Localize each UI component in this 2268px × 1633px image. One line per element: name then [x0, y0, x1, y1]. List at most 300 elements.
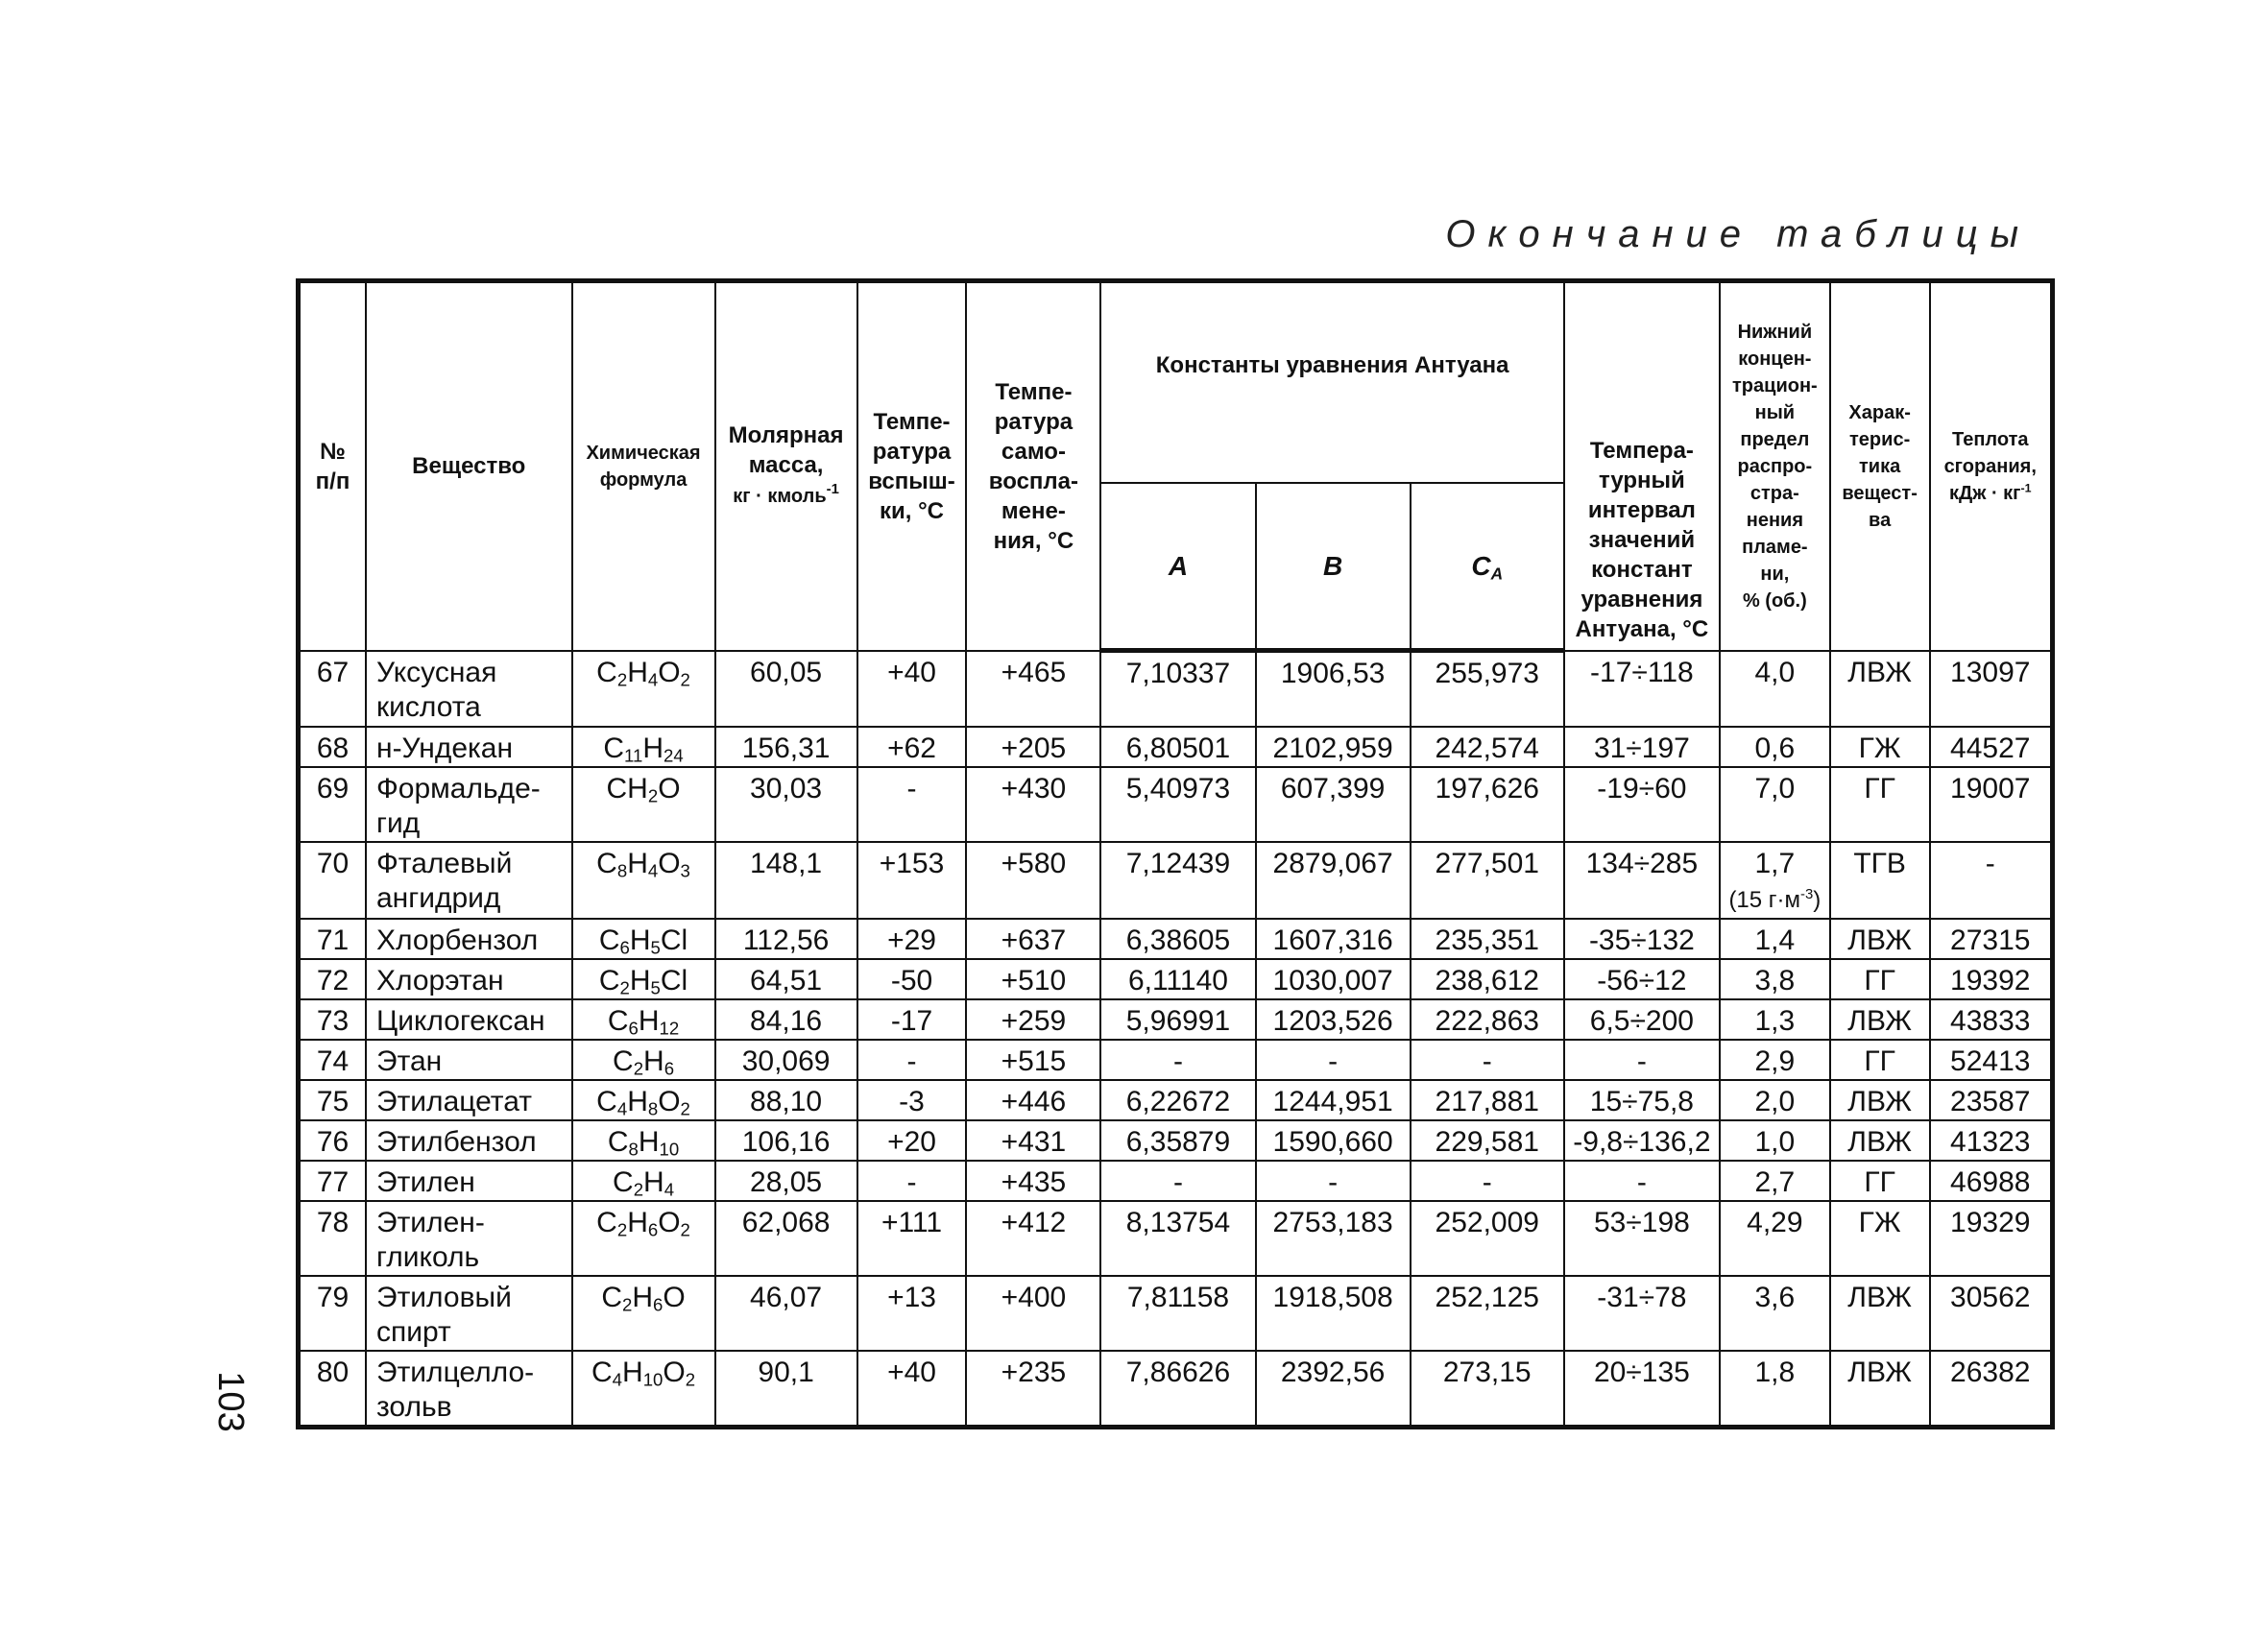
cell-number: 80: [299, 1351, 367, 1428]
table-row: [299, 999, 2053, 1040]
cell-antoine-a: 7,10337: [1100, 651, 1255, 728]
substances-table: [296, 278, 2055, 1429]
cell-flash-point: +40: [857, 1351, 967, 1428]
cell-substance-characteristic: ЛВЖ: [1830, 919, 1930, 959]
cell-autoignition-temperature: +446: [966, 1080, 1100, 1120]
header-molar-mass-unit: кг · кмоль: [733, 486, 827, 508]
lel-value: 1,8: [1754, 1357, 1796, 1388]
cell-substance-name: Этилен-гликоль: [366, 1201, 572, 1276]
formula-part: H: [643, 1045, 664, 1077]
cell-number: 70: [299, 842, 367, 919]
cell-lower-flammability-limit: [1720, 1120, 1830, 1161]
formula-part: H: [629, 965, 651, 997]
cell-antoine-b: 1203,526: [1256, 999, 1411, 1040]
cell-substance-characteristic: ГГ: [1830, 767, 1930, 842]
cell-antoine-a: 6,80501: [1100, 727, 1255, 767]
cell-autoignition-temperature: +515: [966, 1040, 1100, 1080]
cell-combustion-heat: 43833: [1930, 999, 2053, 1040]
cell-autoignition-temperature: +205: [966, 727, 1100, 767]
cell-temperature-interval: -17÷118: [1564, 651, 1720, 728]
cell-antoine-a: 6,35879: [1100, 1120, 1255, 1161]
lel-value: 3,8: [1754, 965, 1796, 997]
cell-flash-point: +153: [857, 842, 967, 919]
formula-subscript: 2: [685, 1369, 696, 1390]
formula-subscript: 4: [612, 1369, 623, 1390]
cell-number: 75: [299, 1080, 367, 1120]
formula-subscript: 6: [664, 1058, 675, 1079]
lel-value: 2,9: [1754, 1045, 1796, 1077]
cell-antoine-ca: 273,15: [1411, 1351, 1564, 1428]
cell-temperature-interval: -: [1564, 1040, 1720, 1080]
cell-chemical-formula: [572, 919, 715, 959]
cell-temperature-interval: 20÷135: [1564, 1351, 1720, 1428]
header-formula: Химическая формула: [572, 281, 715, 651]
formula-subscript: 5: [650, 977, 661, 998]
lel-value: 1,3: [1754, 1005, 1796, 1037]
formula-subscript: 2: [616, 669, 628, 690]
formula-part: O: [663, 1357, 686, 1388]
cell-substance-name: Этилцелло-зольв: [366, 1351, 572, 1428]
table-row: [299, 1351, 2053, 1428]
cell-lower-flammability-limit: [1720, 999, 1830, 1040]
formula-subscript: 8: [616, 860, 628, 881]
formula-subscript: 8: [647, 1098, 659, 1119]
formula-part: H: [638, 1126, 660, 1158]
cell-autoignition-temperature: +430: [966, 767, 1100, 842]
formula-part: H: [627, 656, 648, 688]
cell-antoine-b: 607,399: [1256, 767, 1411, 842]
formula-part: H: [627, 1086, 648, 1117]
cell-antoine-b: 1607,316: [1256, 919, 1411, 959]
cell-substance-name: Этилацетат: [366, 1080, 572, 1120]
cell-autoignition-temperature: +431: [966, 1120, 1100, 1161]
cell-combustion-heat: 26382: [1930, 1351, 2053, 1428]
formula-subscript: 4: [647, 860, 659, 881]
formula-part: O: [663, 1282, 686, 1313]
cell-number: 72: [299, 959, 367, 999]
lel-value: 4,0: [1754, 656, 1796, 688]
formula-subscript: 4: [616, 1098, 628, 1119]
cell-antoine-ca: 252,009: [1411, 1201, 1564, 1276]
cell-substance-name: Этилен: [366, 1161, 572, 1201]
header-number: [299, 281, 367, 651]
cell-antoine-ca: 229,581: [1411, 1120, 1564, 1161]
cell-antoine-a: -: [1100, 1040, 1255, 1080]
formula-subscript: 4: [664, 1179, 675, 1200]
cell-substance-name: Уксусная кислота: [366, 651, 572, 728]
cell-substance-name: Этилбензол: [366, 1120, 572, 1161]
formula-subscript: 2: [616, 1219, 628, 1240]
cell-autoignition-temperature: +235: [966, 1351, 1100, 1428]
header-constant-ca-base: C: [1471, 550, 1491, 581]
cell-molar-mass: 64,51: [715, 959, 857, 999]
header-combustion-heat-unit: кДж · кг: [1948, 482, 2021, 504]
cell-lower-flammability-limit: [1720, 1351, 1830, 1428]
cell-flash-point: -50: [857, 959, 967, 999]
lel-note: [1728, 887, 1821, 913]
header-combustion-heat-label: Теплота сгорания,: [1943, 428, 2037, 477]
cell-chemical-formula: [572, 767, 715, 842]
cell-antoine-a: 6,22672: [1100, 1080, 1255, 1120]
table-row: [299, 1080, 2053, 1120]
cell-lower-flammability-limit: [1720, 727, 1830, 767]
cell-number: 68: [299, 727, 367, 767]
cell-chemical-formula: [572, 842, 715, 919]
formula-subscript: 10: [642, 1369, 664, 1390]
formula-part: H: [642, 732, 664, 764]
cell-molar-mass: 28,05: [715, 1161, 857, 1201]
cell-flash-point: +20: [857, 1120, 967, 1161]
lel-value: 2,7: [1754, 1166, 1796, 1198]
cell-substance-characteristic: ЛВЖ: [1830, 1080, 1930, 1120]
formula-part: O: [658, 1086, 681, 1117]
header-molar-mass: [715, 281, 857, 651]
table-row: [299, 919, 2053, 959]
cell-antoine-ca: 197,626: [1411, 767, 1564, 842]
cell-lower-flammability-limit: [1720, 1040, 1830, 1080]
cell-antoine-ca: 222,863: [1411, 999, 1564, 1040]
formula-subscript: 5: [650, 937, 661, 958]
cell-temperature-interval: -9,8÷136,2: [1564, 1120, 1720, 1161]
formula-part: C: [601, 1282, 623, 1313]
formula-part: O: [658, 1207, 681, 1238]
cell-flash-point: -: [857, 1161, 967, 1201]
cell-molar-mass: 60,05: [715, 651, 857, 728]
cell-temperature-interval: -19÷60: [1564, 767, 1720, 842]
cell-chemical-formula: [572, 999, 715, 1040]
cell-flash-point: +29: [857, 919, 967, 959]
cell-autoignition-temperature: +465: [966, 651, 1100, 728]
cell-antoine-a: 6,11140: [1100, 959, 1255, 999]
header-constant-ca-subscript: A: [1490, 564, 1504, 584]
lel-value: 3,6: [1754, 1282, 1796, 1313]
formula-subscript: 11: [624, 745, 643, 766]
cell-molar-mass: 148,1: [715, 842, 857, 919]
formula-part: CH: [606, 773, 648, 804]
cell-autoignition-temperature: +510: [966, 959, 1100, 999]
cell-antoine-ca: 235,351: [1411, 919, 1564, 959]
formula-part: C: [591, 1357, 613, 1388]
formula-part: C: [596, 848, 617, 879]
cell-substance-name: Циклогексан: [366, 999, 572, 1040]
formula-part: O: [658, 773, 681, 804]
cell-molar-mass: 156,31: [715, 727, 857, 767]
cell-number: 79: [299, 1276, 367, 1351]
cell-number: 71: [299, 919, 367, 959]
cell-antoine-ca: 242,574: [1411, 727, 1564, 767]
formula-subscript: 2: [680, 669, 690, 690]
cell-antoine-b: 2879,067: [1256, 842, 1411, 919]
cell-number: 74: [299, 1040, 367, 1080]
header-flash-point: [857, 281, 967, 651]
cell-substance-name: Хлорэтан: [366, 959, 572, 999]
cell-lower-flammability-limit: [1720, 842, 1830, 919]
cell-antoine-ca: 277,501: [1411, 842, 1564, 919]
cell-substance-characteristic: ГГ: [1830, 1161, 1930, 1201]
formula-part: O: [658, 656, 681, 688]
cell-antoine-b: 2753,183: [1256, 1201, 1411, 1276]
cell-antoine-a: 5,40973: [1100, 767, 1255, 842]
cell-flash-point: -17: [857, 999, 967, 1040]
cell-substance-characteristic: ГЖ: [1830, 727, 1930, 767]
cell-antoine-a: 7,86626: [1100, 1351, 1255, 1428]
formula-subscript: 2: [633, 1179, 644, 1200]
cell-flash-point: -: [857, 767, 967, 842]
cell-chemical-formula: [572, 1201, 715, 1276]
cell-molar-mass: 30,03: [715, 767, 857, 842]
cell-flash-point: +111: [857, 1201, 967, 1276]
table-row: [299, 727, 2053, 767]
cell-lower-flammability-limit: [1720, 1276, 1830, 1351]
cell-molar-mass: 112,56: [715, 919, 857, 959]
formula-part: H: [638, 1005, 660, 1037]
cell-combustion-heat: 23587: [1930, 1080, 2053, 1120]
table-row: [299, 767, 2053, 842]
cell-antoine-ca: 217,881: [1411, 1080, 1564, 1120]
cell-molar-mass: 46,07: [715, 1276, 857, 1351]
formula-subscript: 2: [680, 1219, 690, 1240]
cell-chemical-formula: [572, 727, 715, 767]
cell-temperature-interval: 31÷197: [1564, 727, 1720, 767]
formula-part: ): [1813, 887, 1822, 913]
cell-combustion-heat: 44527: [1930, 727, 2053, 767]
formula-subscript: 6: [653, 1294, 664, 1315]
cell-antoine-b: 2102,959: [1256, 727, 1411, 767]
cell-antoine-b: 1590,660: [1256, 1120, 1411, 1161]
formula-part: C: [596, 656, 617, 688]
formula-part: Cl: [660, 925, 688, 956]
cell-autoignition-temperature: +259: [966, 999, 1100, 1040]
formula-part: H: [627, 1207, 648, 1238]
lel-value: 4,29: [1747, 1207, 1803, 1238]
cell-number: 69: [299, 767, 367, 842]
cell-antoine-b: 1918,508: [1256, 1276, 1411, 1351]
cell-temperature-interval: -31÷78: [1564, 1276, 1720, 1351]
lel-value: 2,0: [1754, 1086, 1796, 1117]
cell-flash-point: +40: [857, 651, 967, 728]
header-lower-flammability-limit-text: Нижний концен- трацион- ный предел распро- стра- нения пламе- ни, % (об.): [1732, 321, 1818, 612]
formula-part: (15 г·м: [1728, 887, 1801, 913]
header-constant-a: A: [1100, 483, 1255, 651]
formula-part: O: [658, 848, 681, 879]
header-substance-characteristic-text: Харак- терис- тика вещест- ва: [1842, 401, 1918, 531]
cell-number: 73: [299, 999, 367, 1040]
formula-part: H: [629, 925, 651, 956]
cell-antoine-ca: 255,973: [1411, 651, 1564, 728]
cell-number: 76: [299, 1120, 367, 1161]
cell-chemical-formula: [572, 1161, 715, 1201]
lel-value: 1,0: [1754, 1126, 1796, 1158]
cell-substance-characteristic: ЛВЖ: [1830, 1120, 1930, 1161]
cell-antoine-a: -: [1100, 1161, 1255, 1201]
cell-combustion-heat: 41323: [1930, 1120, 2053, 1161]
header-flash-point-text: Темпе- ратура вспыш- ки, °С: [868, 408, 955, 524]
cell-temperature-interval: 6,5÷200: [1564, 999, 1720, 1040]
formula-subscript: 3: [680, 860, 690, 881]
cell-antoine-ca: 238,612: [1411, 959, 1564, 999]
cell-temperature-interval: 134÷285: [1564, 842, 1720, 919]
cell-lower-flammability-limit: [1720, 651, 1830, 728]
cell-substance-characteristic: ГГ: [1830, 959, 1930, 999]
cell-autoignition-temperature: +412: [966, 1201, 1100, 1276]
cell-lower-flammability-limit: [1720, 1161, 1830, 1201]
header-constant-b: B: [1256, 483, 1411, 651]
header-molar-mass-exponent: -1: [826, 482, 839, 498]
cell-combustion-heat: 19329: [1930, 1201, 2053, 1276]
cell-molar-mass: 84,16: [715, 999, 857, 1040]
formula-part: C: [598, 925, 620, 956]
header-combustion-heat: [1930, 281, 2053, 651]
header-substance: Вещество: [366, 281, 572, 651]
cell-combustion-heat: 46988: [1930, 1161, 2053, 1201]
cell-combustion-heat: -: [1930, 842, 2053, 919]
header-substance-characteristic: [1830, 281, 1930, 651]
cell-temperature-interval: -56÷12: [1564, 959, 1720, 999]
cell-chemical-formula: [572, 959, 715, 999]
cell-combustion-heat: 19392: [1930, 959, 2053, 999]
cell-substance-name: н-Ундекан: [366, 727, 572, 767]
formula-part: C: [607, 1005, 629, 1037]
header-combustion-heat-exponent: -1: [2020, 481, 2032, 495]
table-body: [299, 651, 2053, 1428]
cell-molar-mass: 106,16: [715, 1120, 857, 1161]
formula-subscript: 8: [628, 1139, 639, 1160]
table-container: [296, 278, 2055, 1423]
lel-value: 0,6: [1754, 732, 1796, 764]
formula-subscript: 6: [647, 1219, 659, 1240]
header-autoignition-text: Темпе- ратура само- воспла- мене- ния, °С: [988, 378, 1078, 554]
cell-flash-point: -3: [857, 1080, 967, 1120]
cell-flash-point: -: [857, 1040, 967, 1080]
cell-substance-characteristic: ЛВЖ: [1830, 999, 1930, 1040]
cell-lower-flammability-limit: [1720, 919, 1830, 959]
cell-antoine-a: 7,81158: [1100, 1276, 1255, 1351]
table-row: [299, 959, 2053, 999]
lel-value: 7,0: [1754, 773, 1796, 804]
header-constant-ca: [1411, 483, 1564, 651]
cell-substance-characteristic: ТГВ: [1830, 842, 1930, 919]
cell-autoignition-temperature: +580: [966, 842, 1100, 919]
cell-substance-characteristic: ГЖ: [1830, 1201, 1930, 1276]
table-row: [299, 1040, 2053, 1080]
formula-subscript: 6: [628, 1018, 639, 1039]
page-number: 103: [210, 1371, 251, 1432]
table-row: [299, 651, 2053, 728]
formula-part: H: [632, 1282, 654, 1313]
formula-subscript: 10: [659, 1139, 680, 1160]
cell-temperature-interval: -35÷132: [1564, 919, 1720, 959]
formula-subscript: 2: [647, 785, 659, 806]
cell-lower-flammability-limit: [1720, 1080, 1830, 1120]
cell-temperature-interval: -: [1564, 1161, 1720, 1201]
formula-part: H: [627, 848, 648, 879]
cell-substance-name: Формальде-гид: [366, 767, 572, 842]
cell-antoine-b: 1906,53: [1256, 651, 1411, 728]
cell-molar-mass: 30,069: [715, 1040, 857, 1080]
cell-autoignition-temperature: +435: [966, 1161, 1100, 1201]
formula-part: Cl: [660, 965, 688, 997]
cell-chemical-formula: [572, 1276, 715, 1351]
cell-number: 67: [299, 651, 367, 728]
cell-substance-characteristic: ЛВЖ: [1830, 1351, 1930, 1428]
cell-chemical-formula: [572, 1080, 715, 1120]
cell-autoignition-temperature: +637: [966, 919, 1100, 959]
cell-molar-mass: 90,1: [715, 1351, 857, 1428]
formula-subscript: 12: [659, 1018, 680, 1039]
table-row: [299, 1201, 2053, 1276]
formula-subscript: 2: [680, 1098, 690, 1119]
cell-chemical-formula: [572, 1351, 715, 1428]
cell-combustion-heat: 30562: [1930, 1276, 2053, 1351]
cell-antoine-b: -: [1256, 1040, 1411, 1080]
cell-substance-characteristic: ЛВЖ: [1830, 1276, 1930, 1351]
formula-part: C: [596, 1207, 617, 1238]
formula-subscript: 2: [619, 977, 630, 998]
header-temperature-interval-text: Темпера- турный интервал значений констант уравнения Антуана, °С: [1575, 437, 1709, 642]
header-lower-flammability-limit: [1720, 281, 1830, 651]
superscript: -3: [1800, 887, 1814, 903]
formula-subscript: 2: [622, 1294, 633, 1315]
table-row: [299, 1120, 2053, 1161]
cell-antoine-b: 1244,951: [1256, 1080, 1411, 1120]
cell-chemical-formula: [572, 651, 715, 728]
cell-molar-mass: 62,068: [715, 1201, 857, 1276]
cell-temperature-interval: 53÷198: [1564, 1201, 1720, 1276]
cell-combustion-heat: 52413: [1930, 1040, 2053, 1080]
table-row: [299, 842, 2053, 919]
table-header: [299, 281, 2053, 651]
cell-antoine-ca: -: [1411, 1161, 1564, 1201]
header-temperature-interval: [1564, 281, 1720, 651]
cell-antoine-a: 5,96991: [1100, 999, 1255, 1040]
cell-flash-point: +13: [857, 1276, 967, 1351]
cell-substance-name: Этиловый спирт: [366, 1276, 572, 1351]
table-continuation-caption: Окончание таблицы: [1445, 213, 2031, 255]
cell-molar-mass: 88,10: [715, 1080, 857, 1120]
formula-part: H: [622, 1357, 643, 1388]
cell-combustion-heat: 27315: [1930, 919, 2053, 959]
cell-antoine-b: 2392,56: [1256, 1351, 1411, 1428]
lel-value: 1,4: [1754, 925, 1796, 956]
cell-autoignition-temperature: +400: [966, 1276, 1100, 1351]
cell-lower-flammability-limit: [1720, 767, 1830, 842]
cell-antoine-b: 1030,007: [1256, 959, 1411, 999]
cell-combustion-heat: 19007: [1930, 767, 2053, 842]
cell-antoine-ca: 252,125: [1411, 1276, 1564, 1351]
cell-substance-name: Этан: [366, 1040, 572, 1080]
formula-part: C: [613, 1045, 634, 1077]
cell-combustion-heat: 13097: [1930, 651, 2053, 728]
table-row: [299, 1161, 2053, 1201]
cell-number: 78: [299, 1201, 367, 1276]
lel-value: 1,7: [1754, 848, 1796, 879]
cell-substance-name: Фталевый ангидрид: [366, 842, 572, 919]
formula-part: C: [613, 1166, 634, 1198]
formula-part: H: [643, 1166, 664, 1198]
header-antoine-constants: [1100, 281, 1563, 483]
formula-subscript: 24: [664, 745, 684, 766]
header-autoignition: [966, 281, 1100, 651]
cell-lower-flammability-limit: [1720, 959, 1830, 999]
cell-substance-characteristic: ЛВЖ: [1830, 651, 1930, 728]
cell-flash-point: +62: [857, 727, 967, 767]
cell-antoine-a: 6,38605: [1100, 919, 1255, 959]
table-row: [299, 1276, 2053, 1351]
cell-number: 77: [299, 1161, 367, 1201]
header-antoine-text: Константы уравнения Антуана: [1155, 352, 1509, 378]
cell-temperature-interval: 15÷75,8: [1564, 1080, 1720, 1120]
cell-antoine-a: 8,13754: [1100, 1201, 1255, 1276]
